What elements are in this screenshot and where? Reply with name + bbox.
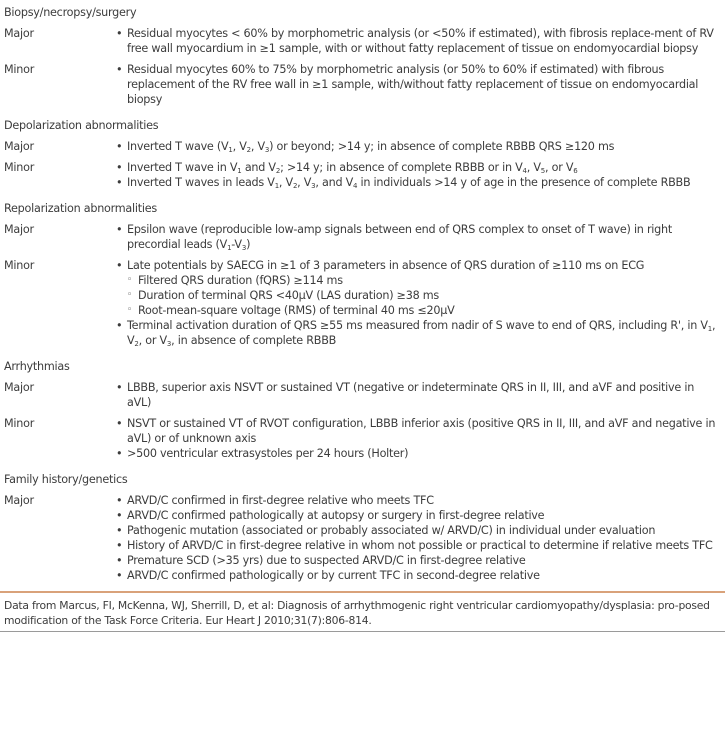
source-footnote: Data from Marcus, FI, McKenna, WJ, Sherrill, D, et al: Diagnosis of arrhythmogenic right ventricular cardiomyopathy/dysplasia: pro-posed modification of the Task Force Criteria. Eur Heart J 2010;31(7):806-814. bbox=[4, 599, 710, 627]
criterion-item: • LBBB, superior axis NSVT or sustained VT (negative or indeterminate QRS in II, III, and aVF and positive in aVL) bbox=[116, 380, 721, 410]
bottom-rule bbox=[0, 631, 725, 632]
criterion-item: • ARVD/C confirmed pathologically at autopsy or surgery in first-degree relative bbox=[116, 508, 721, 523]
criteria-row-major bbox=[4, 380, 721, 416]
criterion-item: • Residual myocytes < 60% by morphometric analysis (or <50% if estimated), with fibrosis replace-ment of RV free wall myocardium in ≥1 sample, with or without fatty replacement of tissue on endomyocardial biopsy bbox=[116, 26, 721, 56]
criterion-item: • Premature SCD (>35 yrs) due to suspected ARVD/C in first-degree relative bbox=[116, 553, 721, 568]
sub-criterion: ◦ Root-mean-square voltage (RMS) of terminal 40 ms ≤20µV bbox=[116, 303, 721, 318]
criteria-list bbox=[116, 258, 721, 348]
criteria-list bbox=[116, 416, 721, 461]
section-heading: Depolarization abnormalities bbox=[4, 119, 159, 132]
criteria-list bbox=[116, 139, 721, 154]
criterion-item: • Inverted T waves in leads $V_1$, $V_2$, $V_3$, and $V_4$ in individuals >14 y of age in the presence of complete RBBB bbox=[116, 175, 721, 190]
grade-label: Minor bbox=[4, 259, 35, 272]
criteria-section bbox=[4, 113, 721, 196]
criterion-item: • Epsilon wave (reproducible low-amp signals between end of QRS complex to onset of T wave) in right precordial leads $(V_1-V_3)$ bbox=[116, 222, 721, 252]
criteria-row-major bbox=[4, 493, 721, 589]
criterion-item: • Residual myocytes 60% to 75% by morphometric analysis (or 50% to 60% if estimated) with fibrous replacement of the RV free wall in ≥1 sample, with/without fatty replacement of tissue on endomyocardial biopsy bbox=[116, 62, 721, 107]
criteria-section bbox=[4, 0, 721, 113]
criteria-row-major bbox=[4, 26, 721, 62]
criterion-item: • Pathogenic mutation (associated or probably associated w/ ARVD/C) in individual under evaluation bbox=[116, 523, 721, 538]
criteria-list bbox=[116, 222, 721, 252]
criterion-item: • ARVD/C confirmed pathologically or by current TFC in second-degree relative bbox=[116, 568, 721, 583]
grade-label: Major bbox=[4, 494, 34, 507]
criterion-item: • Terminal activation duration of QRS ≥55 ms measured from nadir of S wave to end of QRS, including R', in $V_1$, $V_2$, or $V_3$, in absence of complete RBBB bbox=[116, 318, 721, 348]
criteria-row-minor bbox=[4, 62, 721, 113]
section-heading: Repolarization abnormalities bbox=[4, 202, 157, 215]
section-heading: Arrhythmias bbox=[4, 360, 70, 373]
criterion-item: • Inverted T wave in $V_1$ and $V_2$; >14 y; in absence of complete RBBB or in $V_4$, $V_5$, or $V_6$ bbox=[116, 160, 721, 175]
criterion-item: • History of ARVD/C in first-degree relative in whom not possible or practical to determine if relative meets TFC bbox=[116, 538, 721, 553]
grade-label: Major bbox=[4, 223, 34, 236]
criterion-item: • NSVT or sustained VT of RVOT configuration, LBBB inferior axis (positive QRS in II, III, and aVF and negative in aVL) or of unknown axis bbox=[116, 416, 721, 446]
criteria-section bbox=[4, 467, 721, 589]
criteria-section bbox=[4, 196, 721, 354]
criteria-row-minor bbox=[4, 160, 721, 196]
criteria-list bbox=[116, 26, 721, 56]
sub-criterion: ◦ Duration of terminal QRS <40µV (LAS duration) ≥38 ms bbox=[116, 288, 721, 303]
criteria-list bbox=[116, 493, 721, 583]
grade-label: Minor bbox=[4, 161, 35, 174]
criteria-row-major bbox=[4, 139, 721, 160]
grade-label: Minor bbox=[4, 417, 35, 430]
criteria-row-minor bbox=[4, 258, 721, 354]
grade-label: Major bbox=[4, 27, 34, 40]
criteria-row-minor bbox=[4, 416, 721, 467]
criteria-list bbox=[116, 62, 721, 107]
criteria-section bbox=[4, 354, 721, 467]
criteria-row-major bbox=[4, 222, 721, 258]
section-heading: Biopsy/necropsy/surgery bbox=[4, 6, 137, 19]
sub-criterion: ◦ Filtered QRS duration (fQRS) ≥114 ms bbox=[116, 273, 721, 288]
grade-label: Major bbox=[4, 381, 34, 394]
grade-label: Minor bbox=[4, 63, 35, 76]
criteria-list bbox=[116, 160, 721, 190]
grade-label: Major bbox=[4, 140, 34, 153]
criteria-list bbox=[116, 380, 721, 410]
criterion-item: • ARVD/C confirmed in first-degree relative who meets TFC bbox=[116, 493, 721, 508]
criterion-item: • >500 ventricular extrasystoles per 24 hours (Holter) bbox=[116, 446, 721, 461]
criterion-item: • Late potentials by SAECG in ≥1 of 3 parameters in absence of QRS duration of ≥110 ms on ECG bbox=[116, 258, 721, 273]
criterion-item: • Inverted T wave ($V_1$, $V_2$, $V_3$) or beyond; >14 y; in absence of complete RBBB QRS ≥120 ms bbox=[116, 139, 721, 154]
section-heading: Family history/genetics bbox=[4, 473, 128, 486]
